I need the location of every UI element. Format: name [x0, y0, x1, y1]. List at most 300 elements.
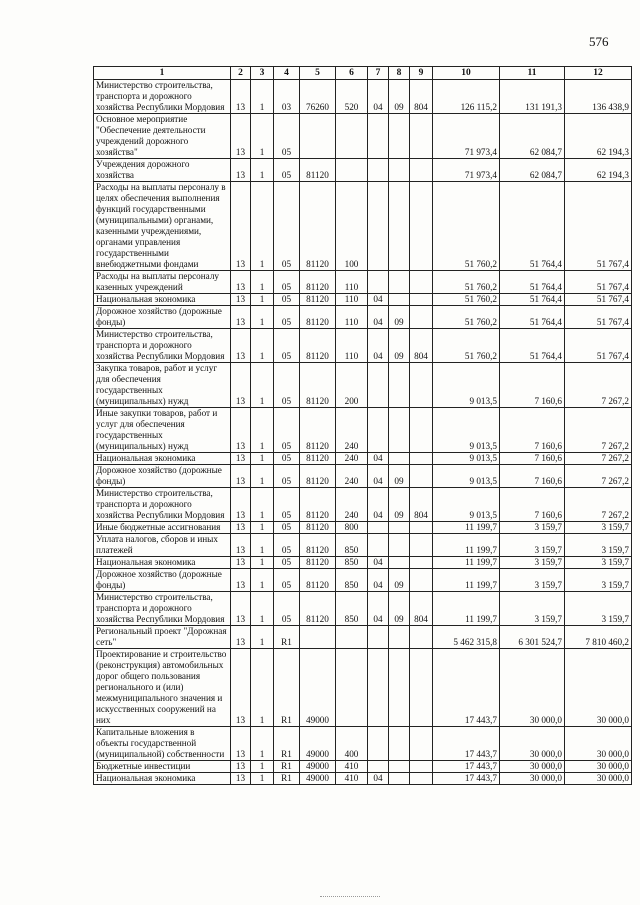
table-cell: 7 160,6 [500, 465, 565, 488]
table-cell [368, 626, 389, 649]
table-cell: 17 443,7 [433, 761, 500, 773]
table-cell: 3 159,7 [500, 557, 565, 569]
table-cell: 13 [231, 649, 251, 727]
table-cell: 1 [251, 727, 274, 761]
table-cell [300, 626, 336, 649]
table-cell: 04 [368, 306, 389, 329]
table-cell: 13 [231, 761, 251, 773]
table-cell: 51 760,2 [433, 182, 500, 271]
table-cell: 9 013,5 [433, 488, 500, 522]
table-cell: 05 [274, 465, 300, 488]
page-bottom-mark [320, 896, 380, 898]
table-row [94, 329, 632, 363]
table-row [94, 159, 632, 182]
table-cell [368, 761, 389, 773]
row-name-cell: Уплата налогов, сборов и иных платежей [94, 534, 231, 557]
table-cell: 51 767,4 [565, 306, 632, 329]
table-cell: 04 [368, 569, 389, 592]
table-cell: 04 [368, 465, 389, 488]
table-cell: 110 [336, 329, 368, 363]
table-cell: 3 159,7 [500, 522, 565, 534]
table-cell [410, 271, 433, 294]
table-cell: 05 [274, 363, 300, 408]
table-cell [389, 557, 410, 569]
table-cell: 3 159,7 [500, 569, 565, 592]
table-cell: 71 973,4 [433, 159, 500, 182]
table-cell [368, 534, 389, 557]
row-name-cell: Дорожное хозяйство (дорожные фонды) [94, 465, 231, 488]
row-name-cell: Учреждения дорожного хозяйства [94, 159, 231, 182]
row-name-cell: Проектирование и строительство (реконструкция) автомобильных дорог общего пользования регионального и (или) межмуниципального значения и искусственных сооружений на них [94, 649, 231, 727]
table-cell [389, 534, 410, 557]
table-cell [410, 465, 433, 488]
table-cell: 100 [336, 182, 368, 271]
table-cell: 11 199,7 [433, 534, 500, 557]
table-cell [368, 159, 389, 182]
table-cell: 09 [389, 488, 410, 522]
table-cell: 3 159,7 [565, 569, 632, 592]
table-row [94, 522, 632, 534]
table-cell: 04 [368, 557, 389, 569]
table-cell: 81120 [300, 534, 336, 557]
table-cell: 7 160,6 [500, 488, 565, 522]
table-cell: 81120 [300, 522, 336, 534]
table-cell: 81120 [300, 159, 336, 182]
table-cell: 04 [368, 592, 389, 626]
table-cell [410, 453, 433, 465]
budget-table [93, 66, 632, 785]
table-cell: 11 199,7 [433, 592, 500, 626]
table-cell: 1 [251, 626, 274, 649]
table-cell [389, 453, 410, 465]
column-header-10: 10 [433, 67, 500, 80]
table-cell: 1 [251, 329, 274, 363]
table-row [94, 80, 632, 114]
column-header-7: 7 [368, 67, 389, 80]
row-name-cell: Иные закупки товаров, работ и услуг для обеспечения государственных (муниципальных) нужд [94, 408, 231, 453]
column-header-6: 6 [336, 67, 368, 80]
table-cell: 51 760,2 [433, 271, 500, 294]
table-cell: 51 760,2 [433, 329, 500, 363]
row-name-cell: Расходы на выплаты персоналу казенных учреждений [94, 271, 231, 294]
table-cell: 81120 [300, 465, 336, 488]
table-cell [368, 363, 389, 408]
table-cell: 05 [274, 159, 300, 182]
table-cell [389, 114, 410, 159]
table-row [94, 649, 632, 727]
table-cell [389, 649, 410, 727]
table-cell [389, 522, 410, 534]
table-cell: 04 [368, 488, 389, 522]
table-cell [368, 649, 389, 727]
table-cell: 1 [251, 592, 274, 626]
table-cell: 30 000,0 [500, 773, 565, 785]
table-cell: 30 000,0 [565, 727, 632, 761]
table-cell: 13 [231, 465, 251, 488]
table-cell: 13 [231, 773, 251, 785]
table-cell: 520 [336, 80, 368, 114]
table-cell: 62 194,3 [565, 159, 632, 182]
table-cell: 9 013,5 [433, 408, 500, 453]
table-cell: 51 767,4 [565, 182, 632, 271]
table-cell: 1 [251, 534, 274, 557]
column-header-2: 2 [231, 67, 251, 80]
table-cell: 05 [274, 294, 300, 306]
table-cell: 05 [274, 534, 300, 557]
table-cell: 62 084,7 [500, 114, 565, 159]
table-row [94, 773, 632, 785]
table-cell: 1 [251, 114, 274, 159]
table-cell [389, 761, 410, 773]
table-cell: 3 159,7 [565, 592, 632, 626]
table-cell: 1 [251, 649, 274, 727]
table-row [94, 557, 632, 569]
table-cell [389, 626, 410, 649]
table-cell: 30 000,0 [500, 727, 565, 761]
row-name-cell: Бюджетные инвестиции [94, 761, 231, 773]
table-cell [410, 182, 433, 271]
table-row [94, 363, 632, 408]
table-cell: 1 [251, 159, 274, 182]
table-row [94, 626, 632, 649]
table-cell [410, 626, 433, 649]
table-cell: 5 462 315,8 [433, 626, 500, 649]
row-name-cell: Министерство строительства, транспорта и дорожного хозяйства Республики Мордовия [94, 592, 231, 626]
table-cell: 51 764,4 [500, 306, 565, 329]
table-cell: 13 [231, 592, 251, 626]
table-cell: 1 [251, 488, 274, 522]
table-cell: 04 [368, 294, 389, 306]
row-name-cell: Иные бюджетные ассигнования [94, 522, 231, 534]
row-name-cell: Дорожное хозяйство (дорожные фонды) [94, 569, 231, 592]
table-cell: 81120 [300, 363, 336, 408]
table-cell: 7 267,2 [565, 453, 632, 465]
table-cell: 410 [336, 773, 368, 785]
table-row [94, 408, 632, 453]
column-header-11: 11 [500, 67, 565, 80]
table-cell: 13 [231, 534, 251, 557]
table-cell: 05 [274, 408, 300, 453]
row-name-cell: Национальная экономика [94, 557, 231, 569]
table-cell: 11 199,7 [433, 522, 500, 534]
table-cell: 13 [231, 408, 251, 453]
table-cell: 81120 [300, 557, 336, 569]
table-cell: 1 [251, 294, 274, 306]
table-cell: 05 [274, 569, 300, 592]
table-cell: 1 [251, 453, 274, 465]
table-cell: 71 973,4 [433, 114, 500, 159]
table-cell [368, 727, 389, 761]
table-cell: 51 764,4 [500, 329, 565, 363]
table-cell: 13 [231, 522, 251, 534]
column-header-12: 12 [565, 67, 632, 80]
table-cell [410, 557, 433, 569]
table-cell: 76260 [300, 80, 336, 114]
table-cell: 3 159,7 [565, 534, 632, 557]
table-cell: 13 [231, 80, 251, 114]
table-cell: 11 199,7 [433, 557, 500, 569]
table-row [94, 534, 632, 557]
table-cell [389, 271, 410, 294]
table-row [94, 453, 632, 465]
table-cell: 850 [336, 557, 368, 569]
table-cell: 804 [410, 80, 433, 114]
table-cell [410, 534, 433, 557]
table-cell: 49000 [300, 773, 336, 785]
table-cell: 1 [251, 80, 274, 114]
table-cell: 05 [274, 557, 300, 569]
table-cell: 81120 [300, 329, 336, 363]
table-cell: 110 [336, 306, 368, 329]
table-cell [336, 626, 368, 649]
table-cell: 1 [251, 761, 274, 773]
table-cell [410, 159, 433, 182]
table-cell: 62 194,3 [565, 114, 632, 159]
table-cell: 126 115,2 [433, 80, 500, 114]
table-cell: 49000 [300, 761, 336, 773]
table-row [94, 294, 632, 306]
table-cell [336, 114, 368, 159]
table-cell: 7 810 460,2 [565, 626, 632, 649]
table-cell: 30 000,0 [500, 761, 565, 773]
table-cell: 09 [389, 329, 410, 363]
table-cell: 09 [389, 465, 410, 488]
table-cell: 1 [251, 522, 274, 534]
table-cell: 51 767,4 [565, 329, 632, 363]
table-cell [410, 569, 433, 592]
table-cell: 800 [336, 522, 368, 534]
table-cell: 850 [336, 534, 368, 557]
table-row [94, 114, 632, 159]
table-cell: 30 000,0 [565, 761, 632, 773]
table-cell: 110 [336, 271, 368, 294]
table-row [94, 488, 632, 522]
table-cell: 13 [231, 114, 251, 159]
table-cell: 51 767,4 [565, 271, 632, 294]
table-cell: 240 [336, 488, 368, 522]
table-cell: 804 [410, 592, 433, 626]
table-cell: 13 [231, 294, 251, 306]
row-name-cell: Дорожное хозяйство (дорожные фонды) [94, 306, 231, 329]
column-header-3: 3 [251, 67, 274, 80]
table-cell [389, 294, 410, 306]
table-cell: 1 [251, 408, 274, 453]
table-cell: R1 [274, 626, 300, 649]
table-cell: R1 [274, 761, 300, 773]
table-cell [368, 408, 389, 453]
table-cell [410, 114, 433, 159]
table-cell: 804 [410, 329, 433, 363]
table-cell: 13 [231, 727, 251, 761]
table-cell: 05 [274, 114, 300, 159]
table-cell: 09 [389, 569, 410, 592]
table-row [94, 592, 632, 626]
table-cell: 1 [251, 569, 274, 592]
table-cell [336, 649, 368, 727]
row-name-cell: Основное мероприятие "Обеспечение деятельности учреждений дорожного хозяйства" [94, 114, 231, 159]
table-cell: 6 301 524,7 [500, 626, 565, 649]
table-cell: 81120 [300, 294, 336, 306]
table-cell: 51 764,4 [500, 294, 565, 306]
row-name-cell: Министерство строительства, транспорта и дорожного хозяйства Республики Мордовия [94, 329, 231, 363]
table-cell: 05 [274, 182, 300, 271]
table-cell [410, 294, 433, 306]
table-row [94, 727, 632, 761]
table-cell: 11 199,7 [433, 569, 500, 592]
table-cell: 30 000,0 [500, 649, 565, 727]
table-cell [368, 114, 389, 159]
table-cell [389, 727, 410, 761]
table-cell: 05 [274, 488, 300, 522]
table-cell: 81120 [300, 453, 336, 465]
table-cell: 05 [274, 453, 300, 465]
table-cell: 1 [251, 306, 274, 329]
table-cell: 09 [389, 306, 410, 329]
table-cell: 1 [251, 557, 274, 569]
table-cell: 3 159,7 [500, 592, 565, 626]
table-cell [389, 159, 410, 182]
table-cell: R1 [274, 727, 300, 761]
table-cell: 51 764,4 [500, 182, 565, 271]
table-cell: 81120 [300, 592, 336, 626]
row-name-cell: Национальная экономика [94, 773, 231, 785]
table-cell: 51 760,2 [433, 294, 500, 306]
table-cell: 81120 [300, 569, 336, 592]
table-cell: 136 438,9 [565, 80, 632, 114]
table-cell: 3 159,7 [565, 557, 632, 569]
table-cell: 51 764,4 [500, 271, 565, 294]
table-cell: 1 [251, 271, 274, 294]
table-row [94, 761, 632, 773]
table-cell: 05 [274, 329, 300, 363]
column-header-4: 4 [274, 67, 300, 80]
table-cell [410, 522, 433, 534]
row-name-cell: Закупка товаров, работ и услуг для обеспечения государственных (муниципальных) нужд [94, 363, 231, 408]
table-cell: 240 [336, 453, 368, 465]
table-cell: 200 [336, 363, 368, 408]
table-cell: 09 [389, 592, 410, 626]
table-cell: 3 159,7 [500, 534, 565, 557]
table-row [94, 182, 632, 271]
table-cell: 49000 [300, 727, 336, 761]
table-cell [389, 182, 410, 271]
table-cell: 1 [251, 773, 274, 785]
table-cell [410, 727, 433, 761]
table-header-row [94, 67, 632, 80]
table-cell: 13 [231, 182, 251, 271]
table-cell: 17 443,7 [433, 649, 500, 727]
table-cell [368, 182, 389, 271]
table-cell: 804 [410, 488, 433, 522]
table-cell: 7 160,6 [500, 408, 565, 453]
table-cell: 49000 [300, 649, 336, 727]
table-row [94, 465, 632, 488]
table-cell: 13 [231, 557, 251, 569]
table-cell: 05 [274, 522, 300, 534]
row-name-cell: Расходы на выплаты персоналу в целях обеспечения выполнения функций государственными (муниципальными) органами, казенными учреждениями, органами управления государственными внебюджетными фондами [94, 182, 231, 271]
table-cell [410, 408, 433, 453]
table-cell: 81120 [300, 488, 336, 522]
table-cell: 240 [336, 408, 368, 453]
table-cell: 51 767,4 [565, 294, 632, 306]
column-header-8: 8 [389, 67, 410, 80]
table-cell: 9 013,5 [433, 465, 500, 488]
table-cell: 9 013,5 [433, 453, 500, 465]
table-cell: 1 [251, 465, 274, 488]
table-cell: 81120 [300, 271, 336, 294]
table-cell: 09 [389, 80, 410, 114]
table-cell: 9 013,5 [433, 363, 500, 408]
table-cell: 13 [231, 626, 251, 649]
table-cell [389, 408, 410, 453]
table-row [94, 271, 632, 294]
table-cell: 30 000,0 [565, 773, 632, 785]
table-cell: 7 267,2 [565, 363, 632, 408]
table-cell [410, 306, 433, 329]
table-cell: 400 [336, 727, 368, 761]
table-cell: 850 [336, 592, 368, 626]
table-cell: 05 [274, 271, 300, 294]
row-name-cell: Капитальные вложения в объекты государственной (муниципальной) собственности [94, 727, 231, 761]
row-name-cell: Региональный проект "Дорожная сеть" [94, 626, 231, 649]
table-cell [410, 649, 433, 727]
table-cell: 17 443,7 [433, 727, 500, 761]
row-name-cell: Национальная экономика [94, 294, 231, 306]
table-cell [389, 773, 410, 785]
table-cell: 13 [231, 306, 251, 329]
table-cell: 04 [368, 453, 389, 465]
table-cell: 240 [336, 465, 368, 488]
table-cell: 05 [274, 592, 300, 626]
table-cell: 03 [274, 80, 300, 114]
table-cell: 04 [368, 80, 389, 114]
table-cell: 30 000,0 [565, 649, 632, 727]
table-cell: R1 [274, 649, 300, 727]
row-name-cell: Национальная экономика [94, 453, 231, 465]
table-cell: 13 [231, 453, 251, 465]
row-name-cell: Министерство строительства, транспорта и дорожного хозяйства Республики Мордовия [94, 80, 231, 114]
column-header-9: 9 [410, 67, 433, 80]
table-cell: 7 267,2 [565, 408, 632, 453]
table-cell: 7 160,6 [500, 363, 565, 408]
table-cell [410, 773, 433, 785]
table-cell: 7 160,6 [500, 453, 565, 465]
table-cell: 13 [231, 363, 251, 408]
table-cell: 05 [274, 306, 300, 329]
table-cell: 51 760,2 [433, 306, 500, 329]
table-cell: 13 [231, 159, 251, 182]
table-cell: 850 [336, 569, 368, 592]
table-cell: R1 [274, 773, 300, 785]
table-cell: 7 267,2 [565, 488, 632, 522]
table-cell: 3 159,7 [565, 522, 632, 534]
table-cell: 81120 [300, 306, 336, 329]
table-cell: 13 [231, 569, 251, 592]
table-cell: 410 [336, 761, 368, 773]
table-cell [389, 363, 410, 408]
table-cell [336, 159, 368, 182]
table-cell [368, 271, 389, 294]
table-cell: 7 267,2 [565, 465, 632, 488]
table-cell: 04 [368, 329, 389, 363]
table-cell [410, 363, 433, 408]
table-cell: 04 [368, 773, 389, 785]
row-name-cell: Министерство строительства, транспорта и дорожного хозяйства Республики Мордовия [94, 488, 231, 522]
table-row [94, 569, 632, 592]
table-cell [410, 761, 433, 773]
table-cell: 62 084,7 [500, 159, 565, 182]
table-cell: 17 443,7 [433, 773, 500, 785]
